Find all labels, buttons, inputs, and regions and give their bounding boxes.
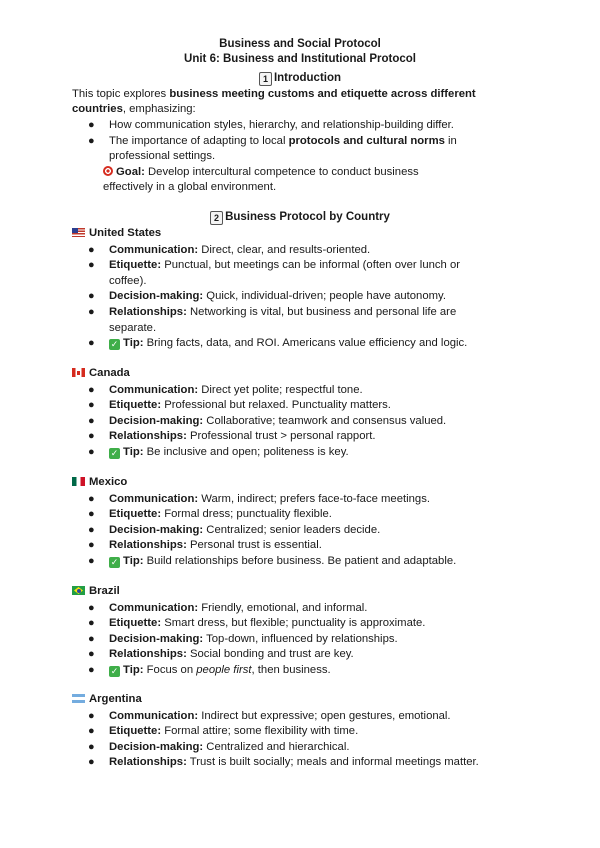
list-item: ● Communication: Indirect but expressive; open gestures, emotional.: [88, 709, 451, 722]
intro-paragraph-line-2: countries, emphasizing:: [72, 103, 196, 115]
list-item: ● Relationships: Trust is built socially; meals and informal meetings matter.: [88, 756, 479, 769]
check-mark-icon: ✓: [110, 448, 119, 458]
list-item-continuation: coffee).: [109, 274, 147, 287]
country-heading-mexico: Mexico: [72, 476, 127, 488]
target-icon: [103, 166, 113, 176]
document-subtitle: Unit 6: Business and Institutional Protocol: [184, 53, 416, 65]
list-item: ● Etiquette: Smart dress, but flexible; punctuality is approximate.: [88, 617, 426, 630]
list-item: ● Decision-making: Collaborative; teamwork and consensus valued.: [88, 414, 447, 427]
list-item: ● Communication: Warm, indirect; prefers face-to-face meetings.: [88, 492, 430, 505]
list-item: ● Etiquette: Formal attire; some flexibility with time.: [88, 725, 359, 738]
document-title: Business and Social Protocol: [219, 38, 381, 50]
list-item: ● Decision-making: Top-down, influenced by relationships.: [88, 632, 398, 645]
flag-mx-icon: [72, 477, 85, 486]
list-item: ● Etiquette: Formal dress; punctuality flexible.: [88, 508, 332, 521]
list-item: ● Etiquette: Professional but relaxed. Punctuality matters.: [88, 399, 391, 412]
goal-line: Goal: Develop intercultural competence to conduct business: [103, 165, 419, 181]
section-heading-introduction: 1 Introduction: [0, 72, 600, 86]
list-item-continuation: professional settings.: [109, 150, 216, 162]
list-item: ● Communication: Friendly, emotional, and informal.: [88, 601, 368, 614]
country-heading-united-states: United States: [72, 227, 161, 239]
flag-us-icon: [72, 228, 85, 237]
number-1-icon: 1: [259, 72, 272, 86]
check-mark-icon: ✓: [110, 557, 119, 567]
goal-line-continuation: effectively in a global environment.: [103, 181, 277, 193]
country-heading-canada: Canada: [72, 367, 130, 379]
number-2-icon: 2: [210, 211, 223, 225]
list-item: ● Communication: Direct yet polite; respectful tone.: [88, 383, 363, 396]
flag-ca-icon: [72, 368, 85, 377]
list-item: ● How communication styles, hierarchy, and relationship-building differ.: [88, 119, 454, 131]
flag-br-icon: [72, 586, 85, 595]
list-item: ● Relationships: Personal trust is essential.: [88, 539, 322, 552]
list-item: ● Etiquette: Punctual, but meetings can be informal (often over lunch or: [88, 259, 460, 272]
intro-paragraph-line-1: This topic explores business meeting customs and etiquette across different: [72, 88, 476, 100]
list-item-continuation: separate.: [109, 321, 157, 334]
list-item: ● The importance of adapting to local protocols and cultural norms in: [88, 135, 457, 147]
list-item: ● Decision-making: Centralized and hierarchical.: [88, 740, 350, 753]
list-item: ● Relationships: Networking is vital, but business and personal life are: [88, 306, 457, 318]
list-item: ● Communication: Direct, clear, and results-oriented.: [88, 243, 371, 256]
list-item: ● ✓ Tip: Focus on people first, then business.: [88, 664, 331, 676]
check-mark-icon: ✓: [110, 666, 119, 676]
section-heading-business-protocol: 2 Business Protocol by Country: [0, 211, 600, 225]
check-mark-icon: ✓: [110, 339, 119, 350]
flag-ar-icon: [72, 694, 85, 703]
country-heading-brazil: Brazil: [72, 585, 120, 597]
list-item: ● Decision-making: Centralized; senior leaders decide.: [88, 523, 381, 536]
country-heading-argentina: Argentina: [72, 693, 142, 705]
list-item: ● Relationships: Social bonding and trust are key.: [88, 648, 354, 661]
list-item: ● Decision-making: Quick, individual-driven; people have autonomy.: [88, 290, 446, 303]
list-item: ● Relationships: Professional trust > personal rapport.: [88, 430, 376, 443]
list-item: ● ✓ Tip: Build relationships before business. Be patient and adaptable.: [88, 555, 457, 567]
list-item: ● ✓ Tip: Bring facts, data, and ROI. Americans value efficiency and logic.: [88, 337, 468, 350]
list-item: ● ✓ Tip: Be inclusive and open; politeness is key.: [88, 446, 349, 458]
